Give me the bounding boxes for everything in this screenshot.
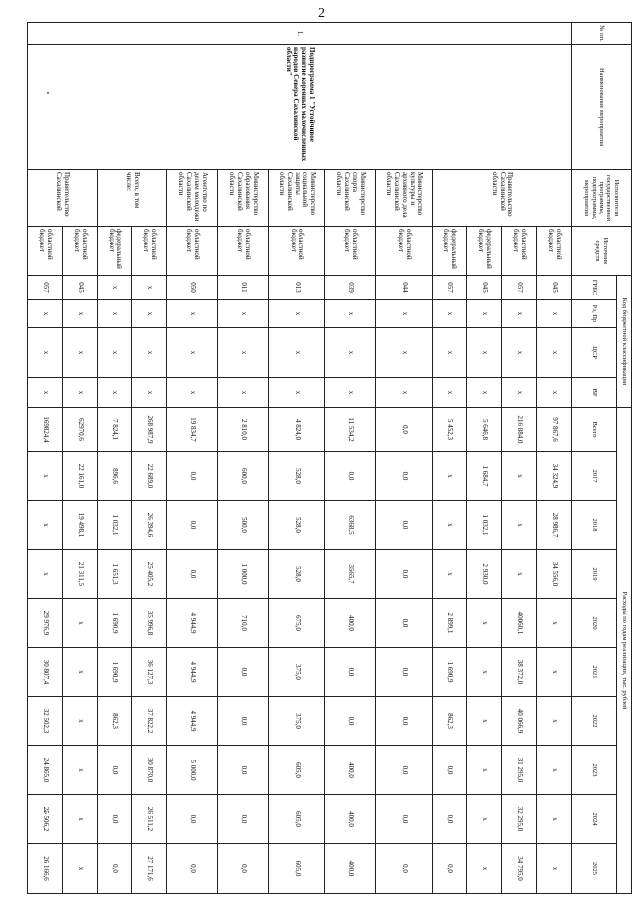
grbs-cell: 057 bbox=[502, 276, 537, 300]
year-value-cell: 31 295,0 bbox=[502, 746, 537, 795]
header-expenses: Расходы по годам реализации, тыс. рублей bbox=[617, 408, 632, 894]
year-value-cell: 400,0 bbox=[325, 746, 376, 795]
year-value-cell: 375,0 bbox=[268, 697, 324, 746]
vr-cell: х bbox=[467, 378, 502, 408]
year-value-cell: х bbox=[62, 599, 97, 648]
year-value-cell: 22 689,0 bbox=[132, 452, 167, 501]
year-value-cell: 29 976,9 bbox=[28, 599, 63, 648]
year-value-cell: 0,0 bbox=[167, 795, 218, 844]
year-value-cell: 40 066,9 bbox=[502, 697, 537, 746]
grbs-cell: 045 bbox=[62, 276, 97, 300]
year-value-cell: 0,0 bbox=[376, 550, 432, 599]
year-value-cell: 0,0 bbox=[218, 844, 269, 894]
header-executor: Исполнители государственной программы, подпрограммы, мероприятия bbox=[571, 170, 631, 227]
csr-cell: х bbox=[62, 328, 97, 378]
year-value-cell: 27 171,6 bbox=[132, 844, 167, 894]
source-cell: областной бюджет bbox=[218, 227, 269, 276]
expenses-table bbox=[27, 22, 632, 894]
year-value-cell: 1 000,0 bbox=[218, 550, 269, 599]
rzpr-cell: х bbox=[536, 300, 571, 328]
year-value-cell: 32 502,3 bbox=[28, 697, 63, 746]
year-value-cell: 862,3 bbox=[97, 697, 132, 746]
year-value-cell: 36 127,3 bbox=[132, 648, 167, 697]
year-value-cell: х bbox=[467, 746, 502, 795]
year-value-cell: х bbox=[536, 648, 571, 697]
executor-cell: Министерство образования Сахалинской области bbox=[218, 170, 269, 227]
header-year: 2022 bbox=[571, 697, 617, 746]
header-no: № пп. bbox=[571, 23, 631, 45]
year-value-cell: 4 944,9 bbox=[167, 599, 218, 648]
rzpr-cell: х bbox=[28, 300, 63, 328]
year-value-cell: 0,0 bbox=[218, 648, 269, 697]
year-value-cell: 0,0 bbox=[218, 697, 269, 746]
csr-cell: х bbox=[132, 328, 167, 378]
rzpr-cell: х bbox=[467, 300, 502, 328]
year-value-cell: х bbox=[467, 795, 502, 844]
rzpr-cell: х bbox=[325, 300, 376, 328]
grbs-cell: х bbox=[132, 276, 167, 300]
total-cell: 97 867,6 bbox=[536, 408, 571, 452]
rzpr-cell: х bbox=[97, 300, 132, 328]
year-value-cell: х bbox=[62, 697, 97, 746]
year-value-cell: 0,0 bbox=[97, 795, 132, 844]
year-value-cell: х bbox=[502, 550, 537, 599]
header-year: 2019 bbox=[571, 550, 617, 599]
header-total: Всего bbox=[571, 408, 617, 452]
year-value-cell: 0,0 bbox=[376, 648, 432, 697]
year-value-cell: х bbox=[536, 795, 571, 844]
year-value-cell: х bbox=[62, 746, 97, 795]
source-cell: областной бюджет bbox=[536, 227, 571, 276]
year-value-cell: х bbox=[536, 746, 571, 795]
year-value-cell: 1 651,3 bbox=[97, 550, 132, 599]
header-source: Источник средств bbox=[571, 227, 631, 276]
rzpr-cell: х bbox=[167, 300, 218, 328]
page-number: 2 bbox=[318, 6, 325, 21]
year-value-cell: 0,0 bbox=[218, 795, 269, 844]
vr-cell: х bbox=[432, 378, 467, 408]
source-cell: областной бюджет bbox=[268, 227, 324, 276]
year-value-cell: 600,0 bbox=[218, 452, 269, 501]
year-value-cell: 500,0 bbox=[218, 501, 269, 550]
grbs-cell: 045 bbox=[536, 276, 571, 300]
rzpr-cell: х bbox=[132, 300, 167, 328]
csr-cell: х bbox=[325, 328, 376, 378]
grbs-cell: 050 bbox=[167, 276, 218, 300]
year-value-cell: 0,0 bbox=[432, 795, 467, 844]
executor-total: Всего, в том числе: bbox=[97, 170, 167, 227]
year-value-cell: 21 311,5 bbox=[62, 550, 97, 599]
year-value-cell: х bbox=[536, 697, 571, 746]
source-cell: областной бюджет bbox=[167, 227, 218, 276]
year-value-cell: 1 690,9 bbox=[97, 648, 132, 697]
subprogram-name: Подпрограмма 1 "Устойчивое развитие коренных малочисленных народов Севера Сахалинской области" bbox=[28, 45, 572, 170]
year-value-cell: 26 394,6 bbox=[132, 501, 167, 550]
year-value-cell: 710,0 bbox=[218, 599, 269, 648]
total-cell: 216 884,0 bbox=[502, 408, 537, 452]
year-value-cell: 34 795,0 bbox=[502, 844, 537, 894]
executor-cell: Министерство спорта Сахалинской области bbox=[325, 170, 376, 227]
source-cell: федеральный бюджет bbox=[467, 227, 502, 276]
year-value-cell: 1 684,7 bbox=[467, 452, 502, 501]
grbs-cell: 057 bbox=[28, 276, 63, 300]
year-value-cell: 34 324,9 bbox=[536, 452, 571, 501]
year-value-cell: х bbox=[467, 648, 502, 697]
header-year: 2023 bbox=[571, 746, 617, 795]
year-value-cell: 19 498,1 bbox=[62, 501, 97, 550]
header-year: 2021 bbox=[571, 648, 617, 697]
vr-cell: х bbox=[536, 378, 571, 408]
year-value-cell: 400,0 bbox=[325, 795, 376, 844]
year-value-cell: 400,0 bbox=[325, 599, 376, 648]
year-value-cell: х bbox=[62, 795, 97, 844]
executor-cell: Министерство социальной защиты Сахалинской области bbox=[268, 170, 324, 227]
year-value-cell: 862,3 bbox=[432, 697, 467, 746]
year-value-cell: 35 996,8 bbox=[132, 599, 167, 648]
vr-cell: х bbox=[62, 378, 97, 408]
year-value-cell: 0,0 bbox=[376, 599, 432, 648]
header-year: 2025 bbox=[571, 844, 617, 894]
total-cell: 62970,6 bbox=[62, 408, 97, 452]
grbs-cell: 044 bbox=[376, 276, 432, 300]
year-value-cell: 25 506,2 bbox=[28, 795, 63, 844]
source-cell: областной бюджет bbox=[376, 227, 432, 276]
csr-cell: х bbox=[376, 328, 432, 378]
total-cell: 5 646,8 bbox=[467, 408, 502, 452]
year-value-cell: 0,0 bbox=[376, 697, 432, 746]
year-value-cell: 30 870,0 bbox=[132, 746, 167, 795]
header-year: 2018 bbox=[571, 501, 617, 550]
year-value-cell: 0,0 bbox=[218, 746, 269, 795]
year-value-cell: 38 372,0 bbox=[502, 648, 537, 697]
year-value-cell: 0,0 bbox=[376, 795, 432, 844]
year-value-cell: 0,0 bbox=[432, 844, 467, 894]
csr-cell: х bbox=[218, 328, 269, 378]
csr-cell: х bbox=[167, 328, 218, 378]
vr-cell: х bbox=[502, 378, 537, 408]
year-value-cell: 0,0 bbox=[432, 746, 467, 795]
rzpr-cell: х bbox=[376, 300, 432, 328]
executor-cell: Агентство по делам молодежи Сахалинской области bbox=[167, 170, 218, 227]
csr-cell: х bbox=[536, 328, 571, 378]
grbs-cell: 057 bbox=[432, 276, 467, 300]
year-value-cell: 0,0 bbox=[325, 697, 376, 746]
total-cell: 19 834,7 bbox=[167, 408, 218, 452]
year-value-cell: 605,0 bbox=[268, 746, 324, 795]
year-value-cell: 528,0 bbox=[268, 550, 324, 599]
year-value-cell: 0,0 bbox=[167, 501, 218, 550]
year-value-cell: 0,0 bbox=[325, 452, 376, 501]
vr-cell: х bbox=[132, 378, 167, 408]
year-value-cell: 375,0 bbox=[268, 648, 324, 697]
header-year: 2017 bbox=[571, 452, 617, 501]
year-value-cell: 0,0 bbox=[167, 844, 218, 894]
rzpr-cell: х bbox=[502, 300, 537, 328]
csr-cell: х bbox=[432, 328, 467, 378]
year-value-cell: 1 032,1 bbox=[97, 501, 132, 550]
header-vr: ВР bbox=[571, 378, 617, 408]
vr-cell: х bbox=[28, 378, 63, 408]
year-value-cell: 5 000,0 bbox=[167, 746, 218, 795]
year-value-cell: 605,0 bbox=[268, 844, 324, 894]
rzpr-cell: х bbox=[62, 300, 97, 328]
year-value-cell: 4 944,9 bbox=[167, 697, 218, 746]
year-value-cell: 0,0 bbox=[97, 746, 132, 795]
year-value-cell: 37 822,2 bbox=[132, 697, 167, 746]
source-cell: федеральный бюджет bbox=[432, 227, 467, 276]
total-cell: 169824,4 bbox=[28, 408, 63, 452]
total-cell: 2 810,0 bbox=[218, 408, 269, 452]
total-cell: 7 824,1 bbox=[97, 408, 132, 452]
header-name: Наименование мероприятия bbox=[571, 45, 631, 170]
year-value-cell: 528,0 bbox=[268, 501, 324, 550]
year-value-cell: х bbox=[28, 501, 63, 550]
source-cell: федеральный бюджет bbox=[97, 227, 132, 276]
year-value-cell: 26 166,6 bbox=[28, 844, 63, 894]
rzpr-cell: х bbox=[268, 300, 324, 328]
year-value-cell: х bbox=[432, 452, 467, 501]
year-value-cell: 6368,5 bbox=[325, 501, 376, 550]
year-value-cell: 24 865,0 bbox=[28, 746, 63, 795]
year-value-cell: х bbox=[467, 599, 502, 648]
year-value-cell: 400,0 bbox=[325, 844, 376, 894]
year-value-cell: 1 690,9 bbox=[97, 599, 132, 648]
grbs-cell: 039 bbox=[325, 276, 376, 300]
year-value-cell: х bbox=[502, 501, 537, 550]
executor-gov: Правительство Сахалинской bbox=[28, 170, 98, 227]
table-row bbox=[536, 23, 571, 894]
total-cell: 5 452,3 bbox=[432, 408, 467, 452]
grbs-cell: 045 bbox=[467, 276, 502, 300]
rotated-table-wrapper bbox=[27, 22, 632, 892]
header-csr: ЦСР bbox=[571, 328, 617, 378]
year-value-cell: 0,0 bbox=[376, 746, 432, 795]
year-value-cell: х bbox=[28, 452, 63, 501]
year-value-cell: 3565,7 bbox=[325, 550, 376, 599]
csr-cell: х bbox=[97, 328, 132, 378]
year-value-cell: х bbox=[62, 648, 97, 697]
vr-cell: х bbox=[376, 378, 432, 408]
year-value-cell: 0,0 bbox=[376, 844, 432, 894]
subprogram-number: 1. bbox=[28, 23, 572, 45]
year-value-cell: 896,6 bbox=[97, 452, 132, 501]
source-cell: областной бюджет bbox=[28, 227, 63, 276]
year-value-cell: х bbox=[536, 844, 571, 894]
year-value-cell: 1 032,1 bbox=[467, 501, 502, 550]
source-cell: областной бюджет bbox=[325, 227, 376, 276]
year-value-cell: 528,0 bbox=[268, 452, 324, 501]
year-value-cell: 1 690,9 bbox=[432, 648, 467, 697]
year-value-cell: х bbox=[62, 844, 97, 894]
total-cell: 11 534,2 bbox=[325, 408, 376, 452]
executor-cell: Правительство Сахалинской области bbox=[432, 170, 571, 227]
vr-cell: х bbox=[268, 378, 324, 408]
vr-cell: х bbox=[325, 378, 376, 408]
csr-cell: х bbox=[502, 328, 537, 378]
year-value-cell: 675,0 bbox=[268, 599, 324, 648]
year-value-cell: 26 511,2 bbox=[132, 795, 167, 844]
year-value-cell: х bbox=[467, 697, 502, 746]
year-value-cell: 0,0 bbox=[376, 452, 432, 501]
year-value-cell: 34 556,0 bbox=[536, 550, 571, 599]
header-rzpr: Рз, Пр bbox=[571, 300, 617, 328]
rzpr-cell: х bbox=[432, 300, 467, 328]
year-value-cell: 22 161,0 bbox=[62, 452, 97, 501]
year-value-cell: 28 986,7 bbox=[536, 501, 571, 550]
header-budget-code: Код бюджетной классификации bbox=[617, 276, 632, 408]
year-value-cell: х bbox=[536, 599, 571, 648]
year-value-cell: 25 405,2 bbox=[132, 550, 167, 599]
year-value-cell: 0,0 bbox=[325, 648, 376, 697]
vr-cell: х bbox=[167, 378, 218, 408]
year-value-cell: х bbox=[502, 452, 537, 501]
year-value-cell: 0,0 bbox=[167, 452, 218, 501]
csr-cell: х bbox=[268, 328, 324, 378]
year-value-cell: 2 930,0 bbox=[467, 550, 502, 599]
year-value-cell: 40060,1 bbox=[502, 599, 537, 648]
rzpr-cell: х bbox=[218, 300, 269, 328]
year-value-cell: х bbox=[28, 550, 63, 599]
grbs-cell: 011 bbox=[218, 276, 269, 300]
year-value-cell: 0,0 bbox=[376, 501, 432, 550]
header-year: 2024 bbox=[571, 795, 617, 844]
executor-cell: Министерство культуры и архивного дела Сахалинской области bbox=[376, 170, 432, 227]
csr-cell: х bbox=[28, 328, 63, 378]
year-value-cell: х bbox=[467, 844, 502, 894]
year-value-cell: 2 899,1 bbox=[432, 599, 467, 648]
year-value-cell: 605,0 bbox=[268, 795, 324, 844]
total-cell: 4 824,0 bbox=[268, 408, 324, 452]
total-cell: 268 987,9 bbox=[132, 408, 167, 452]
source-cell: областной бюджет bbox=[62, 227, 97, 276]
year-value-cell: х bbox=[432, 501, 467, 550]
year-value-cell: 4 944,9 bbox=[167, 648, 218, 697]
grbs-cell: 013 bbox=[268, 276, 324, 300]
csr-cell: х bbox=[467, 328, 502, 378]
header-grbs: ГРБС bbox=[571, 276, 617, 300]
year-value-cell: 0,0 bbox=[97, 844, 132, 894]
vr-cell: х bbox=[97, 378, 132, 408]
total-cell: 0,0 bbox=[376, 408, 432, 452]
year-value-cell: 0,0 bbox=[167, 550, 218, 599]
year-value-cell: х bbox=[432, 550, 467, 599]
grbs-cell: х bbox=[97, 276, 132, 300]
source-cell: областной бюджет bbox=[502, 227, 537, 276]
year-value-cell: 32 295,0 bbox=[502, 795, 537, 844]
year-value-cell: 30 807,4 bbox=[28, 648, 63, 697]
header-year: 2020 bbox=[571, 599, 617, 648]
source-cell: областной бюджет bbox=[132, 227, 167, 276]
vr-cell: х bbox=[218, 378, 269, 408]
